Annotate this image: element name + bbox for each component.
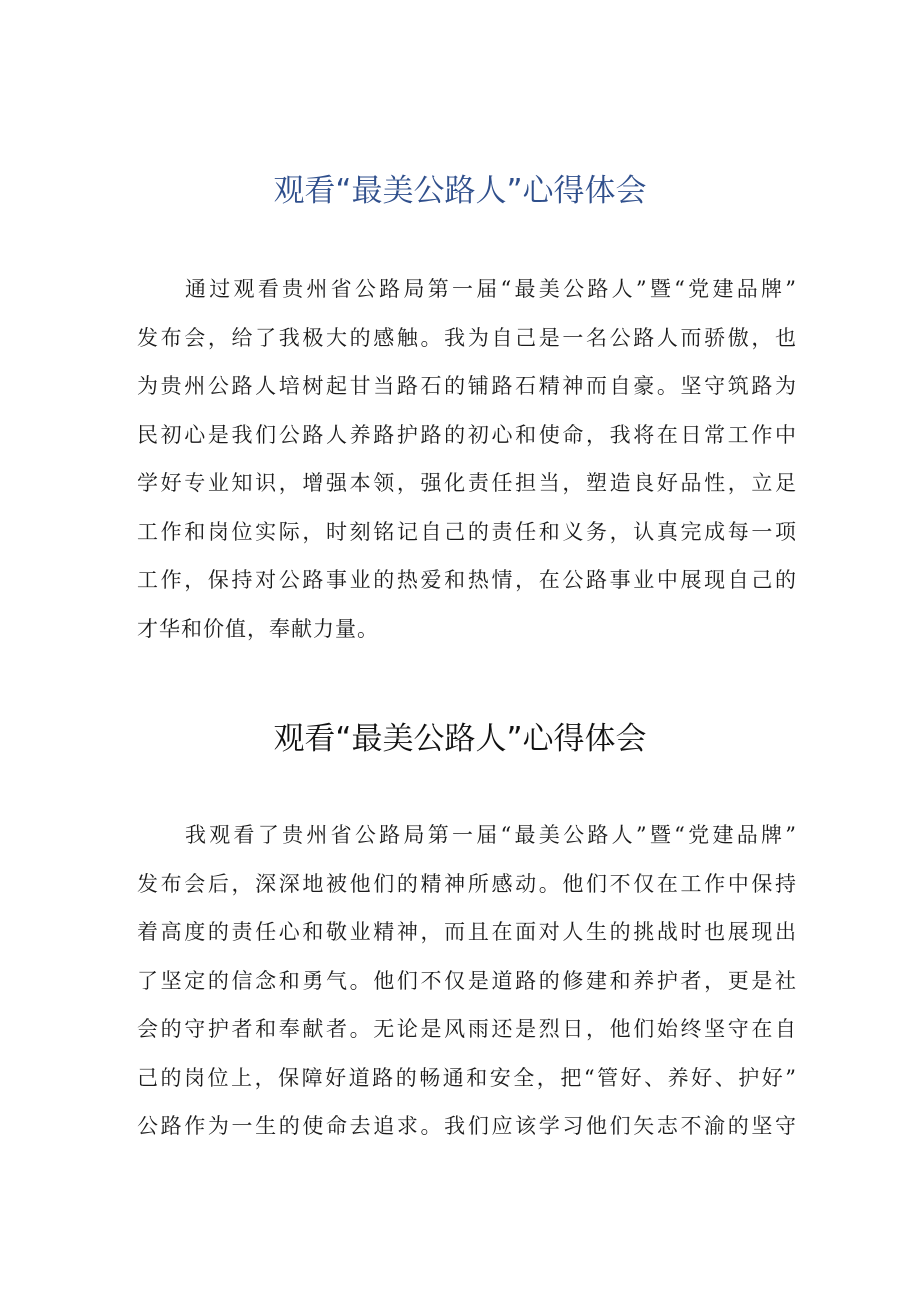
paragraph-line: 发布会后，深深地被他们的精神所感动。他们不仅在工作中保持 <box>137 871 797 896</box>
paragraph-line: 民初心是我们公路人养路护路的初心和使命，我将在日常工作中 <box>137 422 797 447</box>
paragraph-line: 公路作为一生的使命去追求。我们应该学习他们矢志不渝的坚守 <box>137 1114 797 1138</box>
paragraph-line: 工作和岗位实际，时刻铭记自己的责任和义务，认真完成每一项 <box>137 519 797 544</box>
section-2-title: 观看“最美公路人”心得体会 <box>273 721 647 757</box>
paragraph-line: 发布会，给了我极大的感触。我为自己是一名公路人而骄傲，也 <box>137 325 797 350</box>
paragraph-line: 工作，保持对公路事业的热爱和热情，在公路事业中展现自己的 <box>137 568 797 592</box>
paragraph-line: 才华和价值，奉献力量。 <box>137 616 379 641</box>
section-1-title: 观看“最美公路人”心得体会 <box>273 173 647 209</box>
paragraph-line: 了坚定的信念和勇气。他们不仅是道路的修建和养护者，更是社 <box>137 968 797 993</box>
paragraph-line: 会的守护者和奉献者。无论是风雨还是烈日，他们始终坚守在自 <box>137 1017 797 1041</box>
paragraph-line: 为贵州公路人培树起甘当路石的铺路石精神而自豪。坚守筑路为 <box>137 374 797 398</box>
section-1-paragraph <box>137 274 797 662</box>
section-2-paragraph <box>137 820 797 1160</box>
paragraph-line: 通过观看贵州省公路局第一届“最美公路人”暨“党建品牌” <box>185 277 797 301</box>
paragraph-line: 我观看了贵州省公路局第一届“最美公路人”暨“党建品牌” <box>185 823 797 847</box>
paragraph-line: 学好专业知识，增强本领，强化责任担当，塑造良好品性，立足 <box>137 471 797 495</box>
paragraph-line: 着高度的责任心和敬业精神，而且在面对人生的挑战时也展现出 <box>137 920 797 944</box>
paragraph-line: 己的岗位上，保障好道路的畅通和安全，把“管好、养好、护好” <box>137 1065 797 1090</box>
